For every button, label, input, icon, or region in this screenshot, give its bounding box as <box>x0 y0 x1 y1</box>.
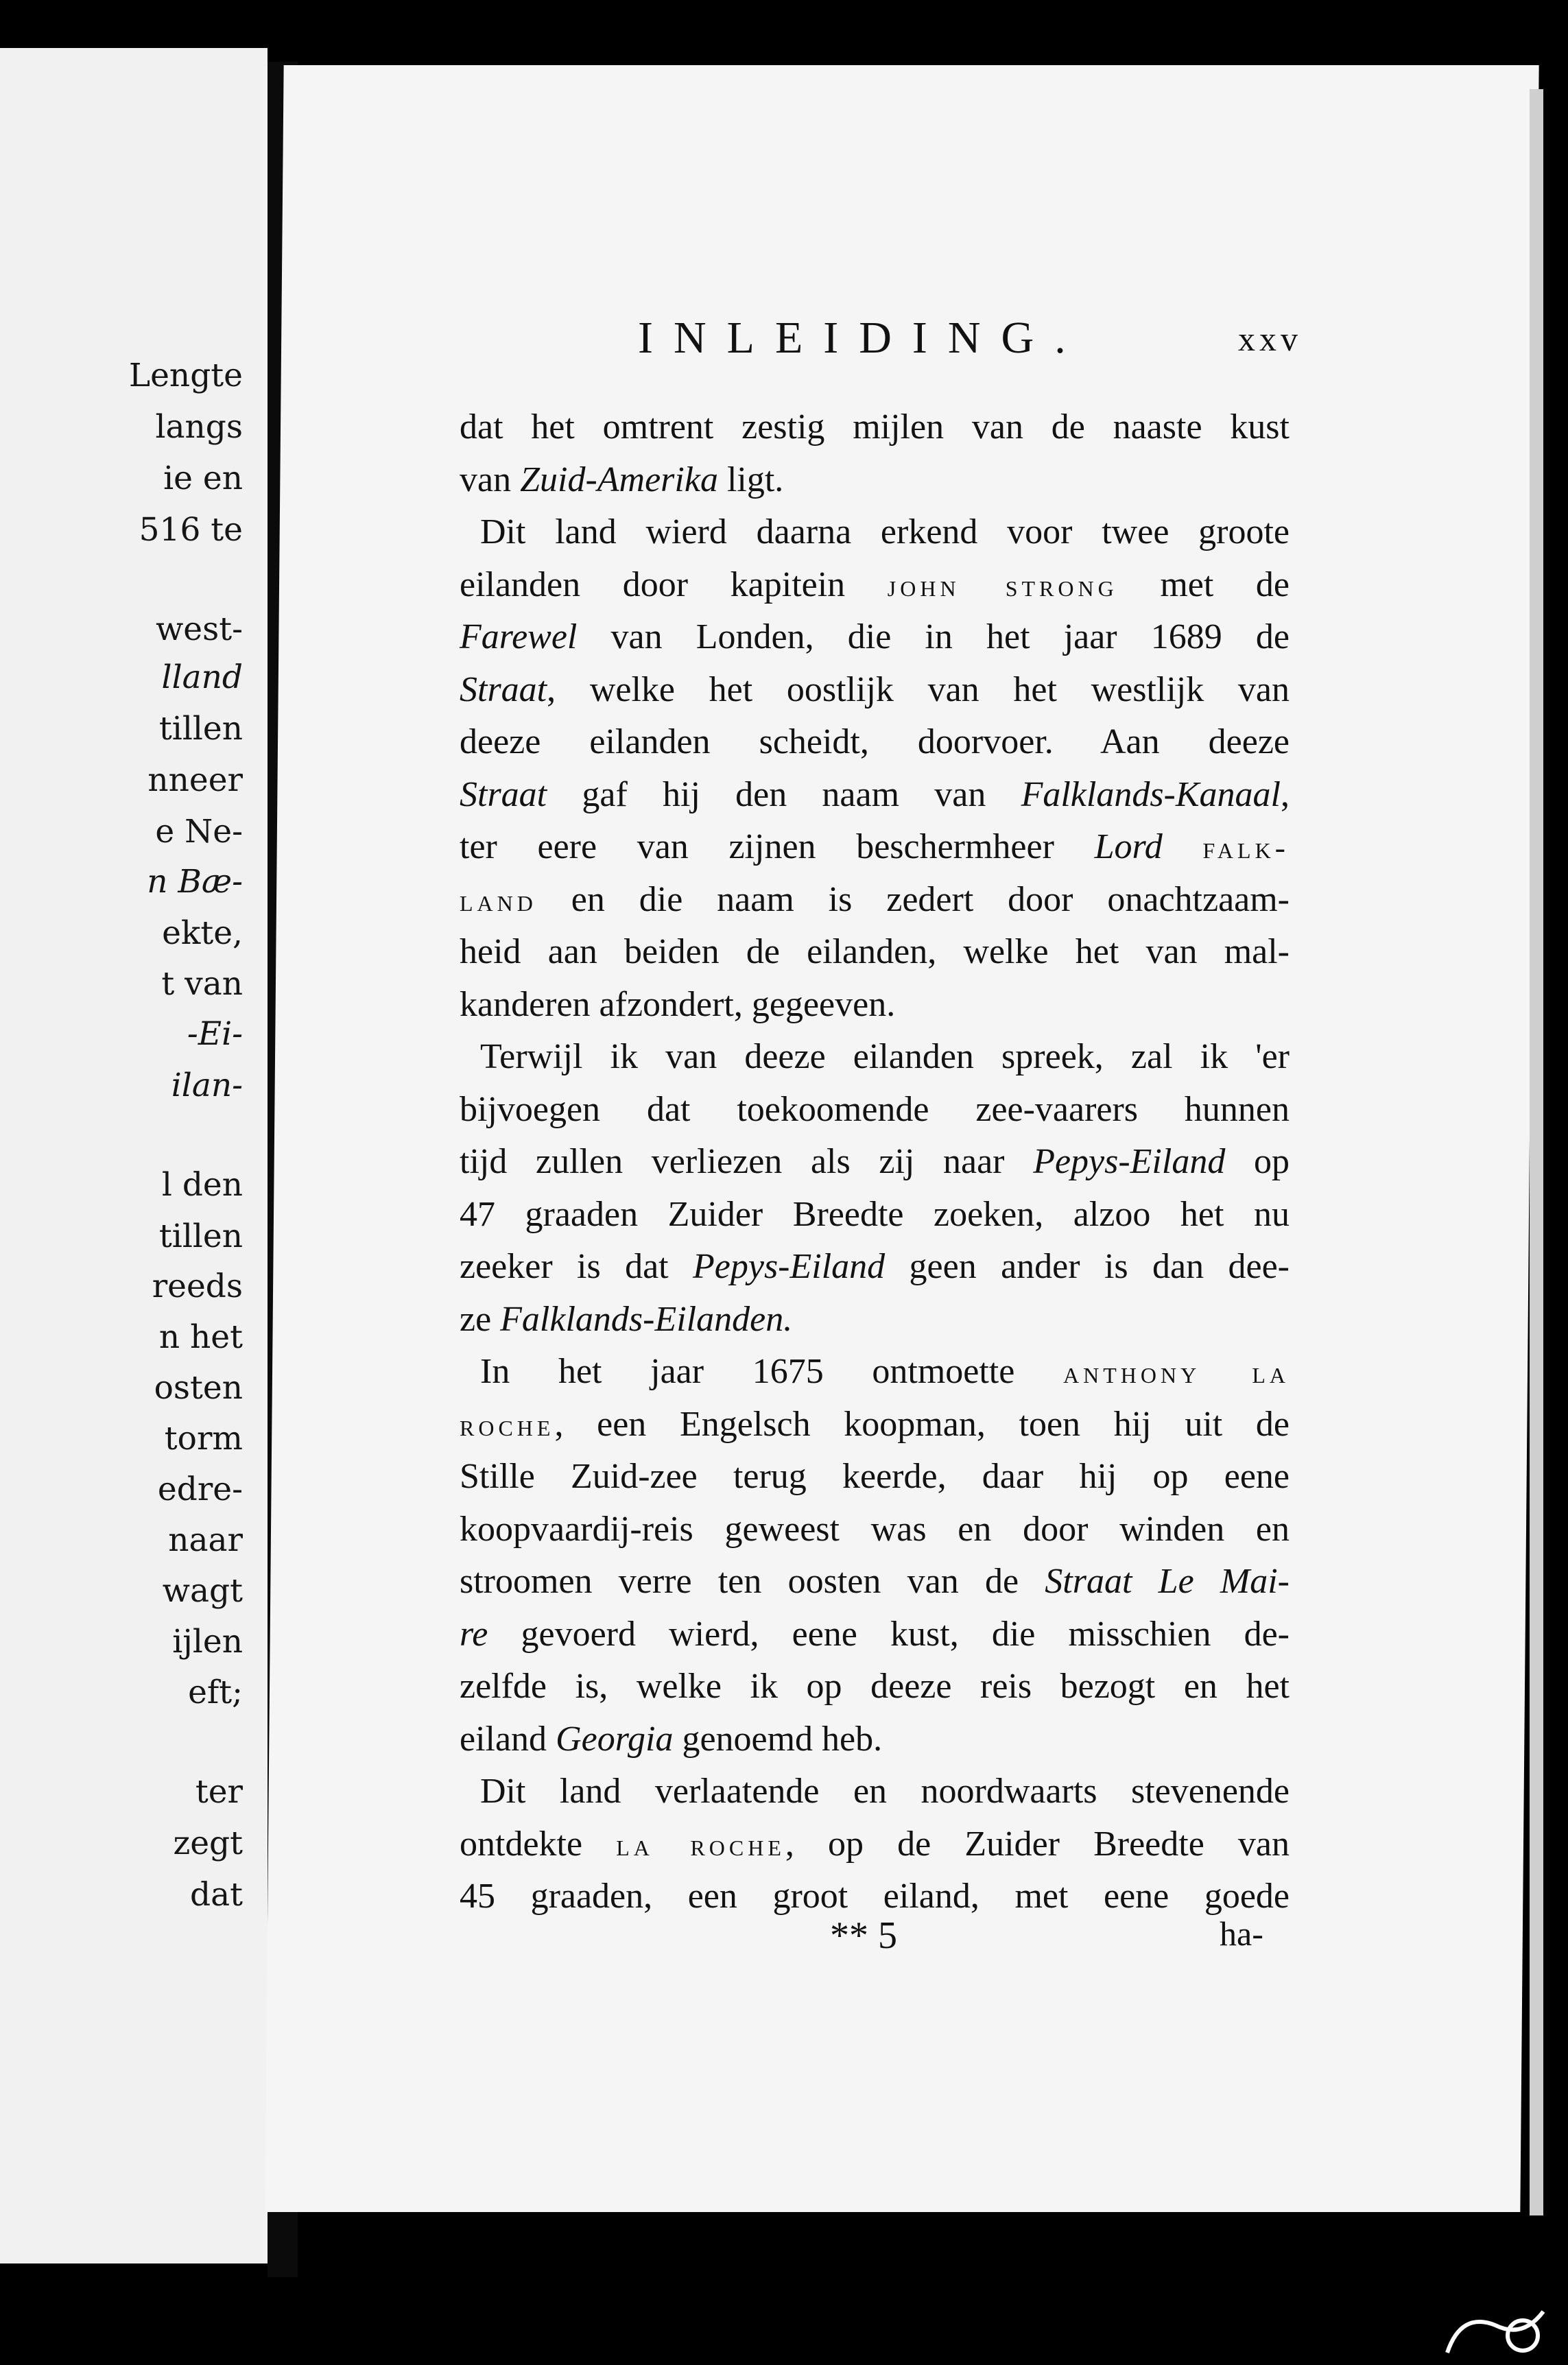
text-line <box>460 1346 1290 1398</box>
italic-run: re <box>460 1614 488 1654</box>
small-caps-run: roche <box>460 1407 555 1442</box>
text-run: 45 graaden, een groot eiland, met eene goede <box>460 1877 1290 1916</box>
left-page-line: tillen <box>158 710 243 748</box>
text-line <box>460 1661 1290 1713</box>
small-caps-run: la roche <box>616 1827 785 1862</box>
running-head-container <box>364 312 1302 374</box>
left-page-line: ilan- <box>171 1067 243 1104</box>
text-line <box>460 1189 1290 1241</box>
left-page-line: ter <box>195 1773 243 1811</box>
left-page-line: torm <box>164 1420 243 1458</box>
text-line <box>460 454 1290 506</box>
text-line <box>460 1818 1290 1870</box>
text-run: ze <box>460 1299 501 1339</box>
text-line <box>460 401 1290 453</box>
text-run: heid aan beiden de eilanden, welke het van mal- <box>460 932 1290 971</box>
text-line <box>460 874 1290 926</box>
text-line <box>460 769 1290 821</box>
left-page-line: n Bæ- <box>147 863 243 901</box>
left-page-line: west- <box>156 610 243 648</box>
text-run: bijvoegen dat toekoomende zee-vaarers hunnen <box>460 1089 1290 1129</box>
left-page-line: langs <box>155 408 243 446</box>
left-page-line: tillen <box>158 1217 243 1255</box>
text-run: ter eere van zijnen beschermheer <box>460 827 1095 866</box>
signature-mark: ** 5 <box>830 1914 897 1957</box>
text-run: In het jaar 1675 ontmoette <box>480 1352 1063 1391</box>
text-run: zeeker is dat <box>460 1247 693 1286</box>
text-run: koopvaardij-reis geweest was en door winden en <box>460 1509 1290 1549</box>
text-line <box>460 1136 1290 1188</box>
text-line <box>460 1451 1290 1503</box>
left-page-line: e Ne- <box>155 813 243 851</box>
text-line <box>460 1556 1290 1608</box>
left-page-line: ekte, <box>162 914 243 952</box>
text-line <box>460 1084 1290 1136</box>
left-page-line: naar <box>168 1521 243 1559</box>
text-line <box>460 821 1290 873</box>
small-caps-run: anthony la <box>1063 1355 1290 1390</box>
text-line <box>460 979 1290 1031</box>
previous-page-fragment <box>0 48 268 2263</box>
left-page-line: n het <box>158 1318 243 1356</box>
text-run: op <box>1225 1142 1290 1181</box>
text-run: eiland <box>460 1719 556 1759</box>
italic-run: Pepys-Eiland <box>693 1247 886 1286</box>
italic-run: Lord <box>1094 827 1163 866</box>
left-page-line: t van <box>161 965 243 1003</box>
text-line <box>460 1294 1290 1346</box>
text-line <box>460 1608 1290 1661</box>
left-page-line: dat <box>190 1876 243 1914</box>
left-page-line: ie en <box>163 460 243 497</box>
page-edge <box>1530 89 1543 2215</box>
left-page-line: lland <box>161 658 243 696</box>
italic-run: Georgia <box>556 1719 674 1759</box>
text-run: stroomen verre ten oosten van de <box>460 1562 1045 1601</box>
left-page-line: zegt <box>173 1825 243 1862</box>
text-run: zelfde is, welke ik op deeze reis bezogt en het <box>460 1667 1290 1706</box>
text-run: gevoerd wierd, eene kust, die misschien de- <box>488 1614 1290 1654</box>
text-line <box>460 1766 1290 1818</box>
italic-run: Straat <box>460 669 547 709</box>
text-run: , welke het oostlijk van het westlijk van <box>547 669 1290 709</box>
text-line <box>460 1504 1290 1556</box>
page-number: xxv <box>1238 320 1302 358</box>
text-run: Terwijl ik van deeze eilanden spreek, zal ik 'er <box>480 1037 1290 1076</box>
left-page-line: eft; <box>188 1674 243 1711</box>
left-page-line: ijlen <box>172 1623 243 1661</box>
text-run: tijd zullen verliezen als zij naar <box>460 1142 1034 1181</box>
left-page-line: -Ei- <box>187 1015 243 1053</box>
text-run: Dit land wierd daarna erkend voor twee groote <box>480 512 1290 551</box>
text-run: eilanden door kapitein <box>460 564 888 604</box>
left-page-line: 516 te <box>139 511 243 549</box>
italic-run: Falklands-Kanaal <box>1021 774 1281 814</box>
text-run: gaf hij den naam van <box>547 774 1021 814</box>
text-line <box>460 1031 1290 1083</box>
text-line <box>460 1713 1290 1766</box>
text-run: dat het omtrent zestig mijlen van de naaste kust <box>460 407 1290 447</box>
text-run: deeze eilanden scheidt, doorvoer. Aan deeze <box>460 722 1290 761</box>
text-run <box>1163 827 1203 866</box>
catchword: ha- <box>1220 1914 1263 1953</box>
text-run: van <box>460 460 521 499</box>
text-line <box>460 1241 1290 1293</box>
text-run: kanderen afzondert, gegeeven. <box>460 984 896 1024</box>
italic-run: Zuid-Amerika <box>520 460 718 499</box>
text-run: geen ander is dan dee- <box>885 1247 1290 1286</box>
left-page-line: osten <box>154 1369 243 1407</box>
text-run: met de <box>1117 564 1290 604</box>
text-run: van Londen, die in het jaar 1689 de <box>577 617 1290 656</box>
text-line <box>460 611 1290 663</box>
scan-corner-mark <box>1434 2298 1557 2360</box>
left-page-line: wagt <box>162 1572 243 1610</box>
text-line <box>460 1399 1290 1451</box>
text-run: ligt. <box>717 460 784 499</box>
text-run: genoemd heb. <box>673 1719 883 1759</box>
left-page-line: edre- <box>157 1471 243 1508</box>
left-page-line: nneer <box>147 761 243 799</box>
text-run: Dit land verlaatende en noordwaarts stevenende <box>480 1772 1290 1811</box>
small-caps-run: john strong <box>887 567 1118 603</box>
text-run: Stille Zuid-zee terug keerde, daar hij op eene <box>460 1457 1290 1496</box>
left-page-line: reeds <box>152 1268 243 1305</box>
italic-run: Pepys-Eiland <box>1033 1142 1226 1181</box>
small-caps-run: land <box>460 882 537 918</box>
text-run: ontdekte <box>460 1824 617 1864</box>
italic-run: Falklands-Eilanden. <box>500 1299 793 1339</box>
text-line <box>460 506 1290 558</box>
text-run: , een Engelsch koopman, toen hij uit de <box>554 1404 1290 1444</box>
text-line <box>460 559 1290 611</box>
text-run: , <box>1281 774 1290 814</box>
italic-run: Straat <box>460 774 547 814</box>
italic-run: Farewel <box>460 617 578 656</box>
left-page-line: Lengte <box>128 357 243 394</box>
left-page-line: l den <box>161 1166 243 1204</box>
small-caps-run: falk- <box>1202 830 1290 865</box>
text-run: , op de Zuider Breedte van <box>785 1824 1290 1864</box>
text-line <box>460 926 1290 978</box>
text-run: 47 graaden Zuider Breedte zoeken, alzoo het nu <box>460 1194 1290 1234</box>
italic-run: Straat Le Mai- <box>1045 1562 1290 1601</box>
page-title: INLEIDING. <box>638 313 1086 363</box>
text-line <box>460 716 1290 768</box>
text-line <box>460 664 1290 716</box>
text-run: en die naam is zedert door onachtzaam- <box>536 879 1290 919</box>
